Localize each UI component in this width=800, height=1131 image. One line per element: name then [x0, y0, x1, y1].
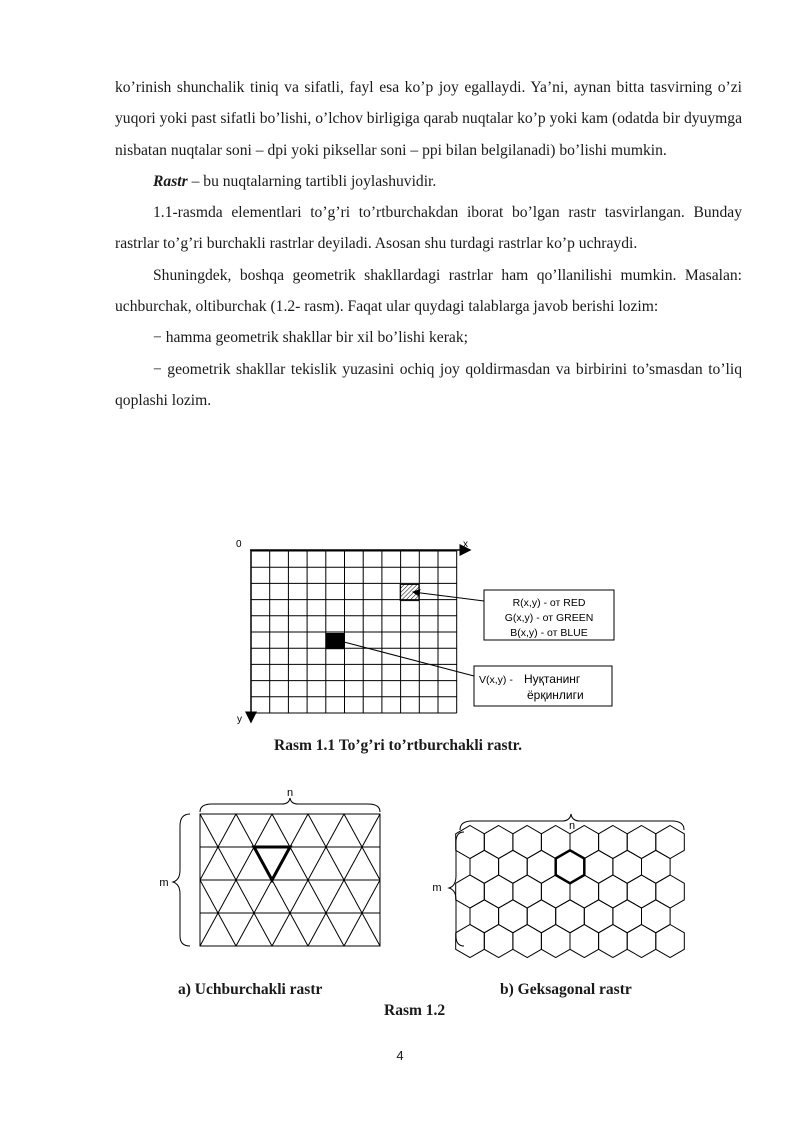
triangle-edge [326, 913, 344, 946]
paragraph-2 [115, 166, 742, 197]
y-axis-label: y [237, 714, 242, 725]
hexagon-cell [556, 900, 585, 933]
hexagon-cell [642, 900, 671, 933]
hexagon-cell [613, 850, 642, 883]
highlighted-hexagon [556, 850, 585, 883]
triangle-edge [326, 880, 344, 913]
hexagon-cell [513, 826, 542, 859]
hexagon-cell [627, 826, 656, 859]
hexagon-cell [642, 850, 671, 883]
page-number: 4 [396, 1048, 404, 1063]
hexagon-cell [484, 826, 513, 859]
triangle-edge [308, 913, 326, 946]
caption-triangle-raster: a) Uchburchakli rastr [178, 981, 323, 998]
hexagon-cell [527, 900, 556, 933]
n-label-left: n [286, 787, 294, 799]
figure-triangle-hex-raster [150, 780, 690, 980]
hexagon-cell [484, 875, 513, 908]
rgb-line-r: R(x,y) - от RED [512, 597, 586, 609]
triangle-edge [272, 880, 290, 913]
term-rastr: Rastr [153, 172, 188, 190]
figure2-caption: Rasm 1.2 [384, 1002, 446, 1019]
triangle-edge [326, 814, 344, 847]
highlighted-triangle [254, 847, 290, 880]
triangle-edge [290, 847, 308, 880]
hexagon-cell [484, 925, 513, 958]
figure1-caption: Rasm 1.1 To’g’ri to’rtburchakli rastr. [274, 737, 522, 754]
triangle-edge [308, 814, 326, 847]
triangle-edge [362, 913, 380, 946]
triangle-edge [218, 814, 236, 847]
triangle-edge [254, 913, 272, 946]
triangle-edge [254, 814, 272, 847]
m-label-left: m [159, 877, 169, 889]
hexagon-cell [627, 875, 656, 908]
triangle-grid [200, 814, 380, 946]
m-brace-left [173, 814, 190, 946]
bullet-1: − hamma geometrik shakllar bir xil bo’lishi kerak; [153, 329, 468, 347]
triangle-edge [200, 880, 218, 913]
hexagon-cell [584, 850, 613, 883]
triangle-edge [254, 880, 272, 913]
hexagon-cell [499, 850, 528, 883]
hexagon-cell [656, 925, 685, 958]
triangle-edge [200, 913, 218, 946]
hexagon-cell [527, 850, 556, 883]
triangle-edge [236, 880, 254, 913]
hexagon-cell [599, 925, 628, 958]
triangle-edge [218, 913, 236, 946]
triangle-edge [308, 847, 326, 880]
triangle-edge [200, 814, 218, 847]
bullet-2: − geometrik shakllar tekislik yuzasini ochiq joy qoldirmasdan va birbirini to’smasdan to’liq qoplashi lozim. [115, 360, 742, 409]
figure-rectangular-raster [225, 532, 625, 732]
paragraph-1: ko’rinish shunchalik tiniq va sifatli, fayl esa ko’p joy egallaydi. Ya’ni, aynan bitta tasvirning o’zi yuqori yoki past sifatli bo’lishi, o’lchov birligiga qarab nuqtalar ko’p yoki kam (odatda bir dyuymga nisbatan nuqtalar soni – dpi yoki piksellar soni – ppi bilan belgilanadi) bo’lishi mumkin. [115, 79, 742, 159]
hexagon-cell [541, 925, 570, 958]
v-text-2: ёрқинлиги [527, 688, 584, 702]
hexagon-cell [570, 925, 599, 958]
x-axis-label: x [463, 539, 468, 550]
hexagon-cell [456, 826, 485, 859]
hexagon-cell [599, 826, 628, 859]
origin-label: 0 [236, 539, 242, 550]
hexagon-cell [470, 900, 499, 933]
triangle-edge [362, 847, 380, 880]
hexagon-cell [470, 850, 499, 883]
rgb-line-g: G(x,y) - от GREEN [504, 612, 594, 624]
triangle-edge [326, 847, 344, 880]
raster-grid [251, 551, 457, 713]
triangle-edge [344, 880, 362, 913]
triangle-edge [218, 847, 236, 880]
triangle-edge [272, 913, 290, 946]
hexagon-cell [656, 826, 685, 859]
hexagon-cell [656, 875, 685, 908]
triangle-edge [344, 814, 362, 847]
filled-pixel [325, 633, 344, 649]
hexagon-cell [613, 900, 642, 933]
body-text [115, 72, 742, 416]
triangle-edge [344, 847, 362, 880]
triangle-edge [236, 913, 254, 946]
n-label-right: n [568, 820, 576, 832]
triangle-edge [344, 913, 362, 946]
hexagon-cell [456, 925, 485, 958]
triangle-edge [290, 880, 308, 913]
caption-hexagonal-raster: b) Geksagonal rastr [500, 981, 632, 998]
triangle-edge [362, 814, 380, 847]
hexagon-cell [456, 875, 485, 908]
triangle-edge [362, 880, 380, 913]
hexagon-cell [513, 875, 542, 908]
hexagon-cell [513, 925, 542, 958]
m-label-right: m [432, 882, 442, 894]
triangle-edge [308, 880, 326, 913]
v-label: V(x,y) - [479, 674, 513, 686]
hexagon-cell [599, 875, 628, 908]
v-text-1: Нуқтанинг [524, 672, 581, 686]
triangle-edge [200, 847, 218, 880]
hexagon-cell [627, 925, 656, 958]
triangle-edge [290, 913, 308, 946]
hexagon-cell [584, 900, 613, 933]
triangle-edge [272, 814, 290, 847]
n-brace-left [200, 798, 380, 812]
rgb-line-b: B(x,y) - от BLUE [510, 627, 588, 639]
hexagon-cell [499, 900, 528, 933]
paragraph-4: Shuningdek, boshqa geometrik shakllardagi rastrlar ham qo’llanilishi mumkin. Masalan: uchburchak, oltiburchak (1.2- rasm). Faqat ular quydagi talablarga javob berishi lozim: [115, 266, 742, 316]
triangle-edge [236, 814, 254, 847]
triangle-edge [236, 847, 254, 880]
triangle-edge [290, 814, 308, 847]
triangle-edge [218, 880, 236, 913]
hexagon-grid [456, 826, 685, 958]
paragraph-3: 1.1-rasmda elementlari to’g’ri to’rtburchakdan iborat bo’lgan rastr tasvirlangan. Bunday rastrlar to’g’ri burchakli rastrlar deyiladi. Asosan shu turdagi rastrlar ko’p uchraydi. [115, 204, 742, 253]
definition-text: – bu nuqtalarning tartibli joylashuvidir. [187, 172, 437, 190]
